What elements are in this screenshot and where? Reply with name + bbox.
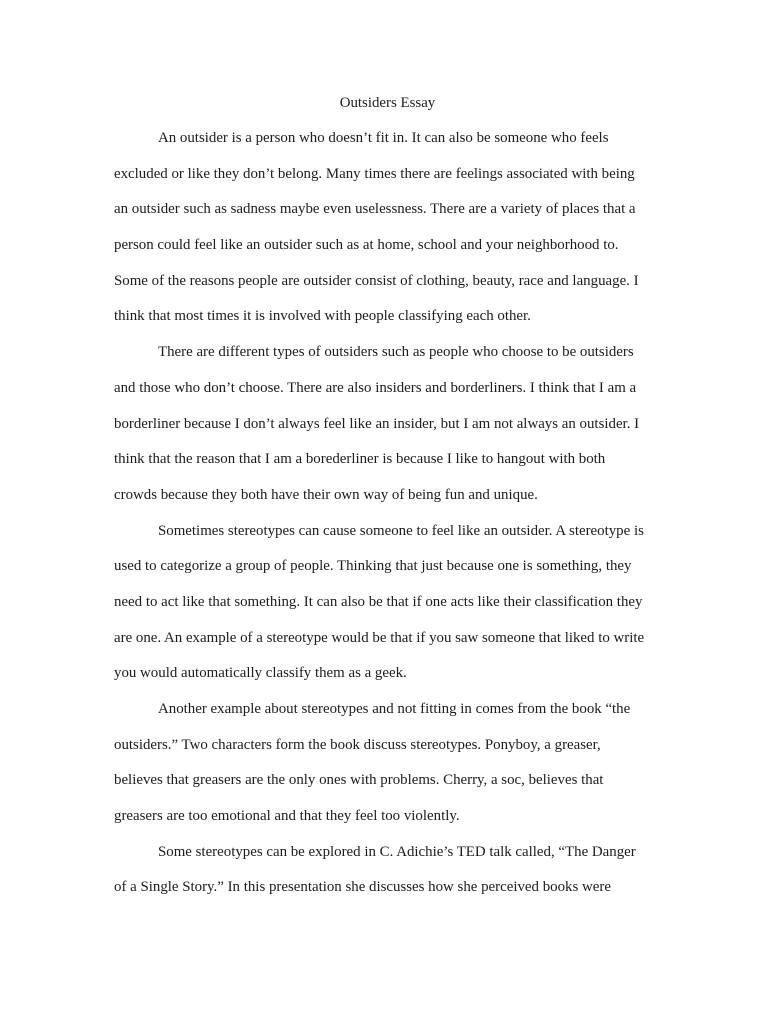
essay-line: used to categorize a group of people. Thinking that just because one is something, they (114, 558, 632, 575)
essay-line: and those who don’t choose. There are also insiders and borderliners. I think that I am a (114, 379, 637, 396)
essay-line: borderliner because I don’t always feel like an insider, but I am not always an outsider. I (114, 415, 640, 432)
essay-line: an outsider such as sadness maybe even uselessness. There are a variety of places that a (114, 201, 636, 218)
essay-line: Some of the reasons people are outsider consist of clothing, beauty, race and language. I (114, 272, 639, 289)
essay-line: outsiders.” Two characters form the book discuss stereotypes. Ponyboy, a greaser, (114, 736, 601, 753)
essay-line: are one. An example of a stereotype would be that if you saw someone that liked to write (114, 629, 645, 646)
essay-line: Some stereotypes can be explored in C. Adichie’s TED talk called, “The Danger (158, 843, 636, 860)
essay-line: you would automatically classify them as a geek. (114, 665, 407, 682)
essay-line: of a Single Story.” In this presentation she discusses how she perceived books were (114, 879, 611, 896)
essay-line: Another example about stereotypes and not fitting in comes from the book “the (158, 701, 631, 717)
essay-line: There are different types of outsiders such as people who choose to be outsiders (158, 344, 634, 361)
essay-line: excluded or like they don’t belong. Many times there are feelings associated with being (114, 165, 635, 182)
essay-line: need to act like that something. It can also be that if one acts like their classification they (114, 593, 643, 610)
essay-line: An outsider is a person who doesn’t fit in. It can also be someone who feels (158, 130, 609, 146)
essay-line: crowds because they both have their own way of being fun and unique. (114, 486, 538, 503)
essay-line: think that the reason that I am a borederliner is because I like to hangout with both (114, 451, 606, 468)
essay-line: think that most times it is involved with people classifying each other. (114, 308, 531, 325)
essay-line: Sometimes stereotypes can cause someone to feel like an outsider. A stereotype is (158, 522, 644, 539)
essay-line: person could feel like an outsider such as at home, school and your neighborhood to. (114, 237, 619, 254)
essay-body (114, 90, 654, 910)
essay-line: believes that greasers are the only ones with problems. Cherry, a soc, believes that (114, 772, 604, 789)
essay-line: greasers are too emotional and that they feel too violently. (114, 808, 460, 825)
essay-title: Outsiders Essay (339, 95, 436, 111)
